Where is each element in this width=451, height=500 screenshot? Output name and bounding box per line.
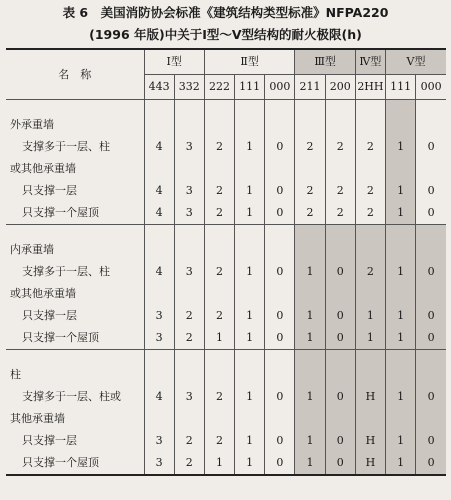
value-cell: 1 <box>235 452 265 475</box>
value-cell: 0 <box>416 327 446 350</box>
value-cell: 3 <box>144 430 174 452</box>
code-cell: 200 <box>325 75 355 100</box>
value-cell: 1 <box>235 327 265 350</box>
empty-cell <box>325 114 355 136</box>
empty-cell <box>265 114 295 136</box>
value-cell: 2 <box>355 261 385 283</box>
table-row <box>6 430 446 452</box>
value-cell: 0 <box>325 305 355 327</box>
value-cell: 0 <box>416 305 446 327</box>
value-cell: 1 <box>386 180 416 202</box>
code-cell: 000 <box>416 75 446 100</box>
value-cell: 1 <box>386 430 416 452</box>
row-label: 支撑多于一层、柱 <box>6 261 144 283</box>
value-cell: 4 <box>144 261 174 283</box>
value-cell: 0 <box>265 430 295 452</box>
value-cell: 1 <box>386 452 416 475</box>
spacer-cell <box>235 225 265 240</box>
empty-cell <box>265 283 295 305</box>
value-cell: 0 <box>325 261 355 283</box>
empty-cell <box>144 239 174 261</box>
value-cell: 2 <box>204 430 234 452</box>
value-cell: 0 <box>265 202 295 225</box>
empty-cell <box>325 158 355 180</box>
empty-cell <box>265 158 295 180</box>
code-cell: 222 <box>204 75 234 100</box>
spacer-cell <box>416 350 446 365</box>
value-cell: 1 <box>295 327 325 350</box>
value-cell: 0 <box>416 180 446 202</box>
code-cell: 332 <box>174 75 204 100</box>
empty-cell <box>355 408 385 430</box>
table-title-line1: 表 6 美国消防协会标准《建筑结构类型标准》NFPA220 <box>62 5 389 20</box>
spacer-cell <box>144 350 174 365</box>
empty-cell <box>325 408 355 430</box>
value-cell: 3 <box>174 202 204 225</box>
spacer-cell <box>325 350 355 365</box>
section-title-row <box>6 239 446 261</box>
spacer-cell <box>6 225 144 240</box>
empty-cell <box>386 114 416 136</box>
value-cell: 1 <box>295 430 325 452</box>
value-cell: 2 <box>204 136 234 158</box>
value-cell: 2 <box>325 180 355 202</box>
value-cell: 1 <box>355 327 385 350</box>
value-cell: H <box>355 386 385 408</box>
value-cell: 4 <box>144 180 174 202</box>
spacer-cell <box>174 225 204 240</box>
empty-cell <box>265 239 295 261</box>
spacer-cell <box>416 100 446 115</box>
value-cell: 1 <box>386 202 416 225</box>
spacer-cell <box>204 350 234 365</box>
value-cell: 0 <box>416 452 446 475</box>
empty-cell <box>174 239 204 261</box>
spacer-cell <box>265 350 295 365</box>
value-cell: 0 <box>325 430 355 452</box>
value-cell: 4 <box>144 136 174 158</box>
section-spacer <box>6 225 446 240</box>
empty-cell <box>235 408 265 430</box>
type-ii-header: Ⅱ型 <box>204 49 295 75</box>
spacer-cell <box>355 100 385 115</box>
row-label-continued: 或其他承重墙 <box>6 158 144 180</box>
table-row <box>6 180 446 202</box>
empty-cell <box>295 239 325 261</box>
empty-cell <box>355 283 385 305</box>
empty-cell <box>235 239 265 261</box>
row-label: 只支撑一个屋顶 <box>6 327 144 350</box>
value-cell: H <box>355 452 385 475</box>
section-title: 外承重墙 <box>6 114 144 136</box>
table-row-continuation <box>6 408 446 430</box>
section-spacer <box>6 350 446 365</box>
spacer-cell <box>325 225 355 240</box>
value-cell: 2 <box>295 180 325 202</box>
table-row <box>6 452 446 475</box>
empty-cell <box>174 114 204 136</box>
empty-cell <box>386 283 416 305</box>
empty-cell <box>355 114 385 136</box>
empty-cell <box>295 114 325 136</box>
value-cell: 1 <box>235 202 265 225</box>
value-cell: 3 <box>144 452 174 475</box>
row-label: 只支撑一层 <box>6 180 144 202</box>
spacer-cell <box>386 100 416 115</box>
code-cell: 111 <box>235 75 265 100</box>
section-title-row <box>6 364 446 386</box>
type-iv-header: Ⅳ型 <box>355 49 385 75</box>
code-cell: 111 <box>386 75 416 100</box>
value-cell: 2 <box>174 305 204 327</box>
empty-cell <box>235 158 265 180</box>
section-title: 内承重墙 <box>6 239 144 261</box>
section-title-row <box>6 114 446 136</box>
spacer-cell <box>204 100 234 115</box>
value-cell: 1 <box>386 136 416 158</box>
value-cell: 1 <box>295 386 325 408</box>
value-cell: 1 <box>386 327 416 350</box>
spacer-cell <box>265 225 295 240</box>
empty-cell <box>204 283 234 305</box>
empty-cell <box>265 364 295 386</box>
empty-cell <box>416 114 446 136</box>
spacer-cell <box>355 225 385 240</box>
value-cell: 1 <box>235 136 265 158</box>
value-cell: 3 <box>174 261 204 283</box>
empty-cell <box>174 408 204 430</box>
spacer-cell <box>295 350 325 365</box>
empty-cell <box>204 239 234 261</box>
row-label: 只支撑一层 <box>6 305 144 327</box>
empty-cell <box>265 408 295 430</box>
value-cell: 1 <box>235 430 265 452</box>
spacer-cell <box>235 100 265 115</box>
empty-cell <box>144 283 174 305</box>
empty-cell <box>416 239 446 261</box>
row-label-continued: 其他承重墙 <box>6 408 144 430</box>
value-cell: 0 <box>325 386 355 408</box>
value-cell: 0 <box>416 430 446 452</box>
table-row <box>6 327 446 350</box>
value-cell: 0 <box>325 327 355 350</box>
value-cell: 1 <box>295 305 325 327</box>
value-cell: 1 <box>235 180 265 202</box>
table-body <box>6 100 446 476</box>
table-row-continuation <box>6 283 446 305</box>
value-cell: 0 <box>416 261 446 283</box>
spacer-cell <box>235 350 265 365</box>
empty-cell <box>386 364 416 386</box>
spacer-cell <box>174 100 204 115</box>
value-cell: 1 <box>235 386 265 408</box>
value-cell: 0 <box>265 305 295 327</box>
table-row <box>6 202 446 225</box>
name-header: 名 称 <box>6 49 144 100</box>
value-cell: 2 <box>355 180 385 202</box>
row-label-continued: 或其他承重墙 <box>6 283 144 305</box>
value-cell: 2 <box>325 136 355 158</box>
empty-cell <box>416 158 446 180</box>
empty-cell <box>295 408 325 430</box>
type-i-header: Ⅰ型 <box>144 49 204 75</box>
value-cell: 2 <box>174 327 204 350</box>
spacer-cell <box>386 225 416 240</box>
empty-cell <box>174 283 204 305</box>
empty-cell <box>174 364 204 386</box>
value-cell: 2 <box>325 202 355 225</box>
spacer-cell <box>355 350 385 365</box>
row-label: 只支撑一层 <box>6 430 144 452</box>
empty-cell <box>295 158 325 180</box>
value-cell: 0 <box>265 327 295 350</box>
row-label: 支撑多于一层、柱 <box>6 136 144 158</box>
empty-cell <box>325 239 355 261</box>
value-cell: 2 <box>355 136 385 158</box>
spacer-cell <box>325 100 355 115</box>
value-cell: 1 <box>355 305 385 327</box>
value-cell: 1 <box>204 327 234 350</box>
value-cell: 2 <box>355 202 385 225</box>
empty-cell <box>355 364 385 386</box>
empty-cell <box>144 364 174 386</box>
table-title-line2: (1996 年版)中关于Ⅰ型～Ⅴ型结构的耐火极限(h) <box>89 27 362 42</box>
empty-cell <box>355 239 385 261</box>
value-cell: 4 <box>144 202 174 225</box>
value-cell: 0 <box>416 136 446 158</box>
spacer-cell <box>6 100 144 115</box>
empty-cell <box>204 114 234 136</box>
empty-cell <box>235 283 265 305</box>
table-row <box>6 305 446 327</box>
fire-resistance-table <box>6 48 446 476</box>
value-cell: 3 <box>174 180 204 202</box>
value-cell: 2 <box>295 202 325 225</box>
table-row <box>6 136 446 158</box>
empty-cell <box>386 239 416 261</box>
section-title: 柱 <box>6 364 144 386</box>
value-cell: 1 <box>295 452 325 475</box>
empty-cell <box>325 283 355 305</box>
value-cell: H <box>355 430 385 452</box>
empty-cell <box>144 408 174 430</box>
section-spacer <box>6 100 446 115</box>
empty-cell <box>416 364 446 386</box>
value-cell: 1 <box>386 261 416 283</box>
spacer-cell <box>416 225 446 240</box>
value-cell: 1 <box>386 386 416 408</box>
empty-cell <box>386 158 416 180</box>
value-cell: 2 <box>295 136 325 158</box>
value-cell: 3 <box>174 136 204 158</box>
value-cell: 0 <box>265 386 295 408</box>
spacer-cell <box>265 100 295 115</box>
spacer-cell <box>295 225 325 240</box>
empty-cell <box>144 158 174 180</box>
empty-cell <box>386 408 416 430</box>
code-cell: 2HH <box>355 75 385 100</box>
spacer-cell <box>144 100 174 115</box>
empty-cell <box>325 364 355 386</box>
row-label: 支撑多于一层、柱或 <box>6 386 144 408</box>
empty-cell <box>235 114 265 136</box>
value-cell: 2 <box>204 386 234 408</box>
empty-cell <box>204 364 234 386</box>
value-cell: 3 <box>174 386 204 408</box>
value-cell: 4 <box>144 386 174 408</box>
spacer-cell <box>204 225 234 240</box>
code-cell: 211 <box>295 75 325 100</box>
value-cell: 0 <box>325 452 355 475</box>
code-cell: 443 <box>144 75 174 100</box>
empty-cell <box>355 158 385 180</box>
spacer-cell <box>144 225 174 240</box>
value-cell: 1 <box>386 305 416 327</box>
spacer-cell <box>6 350 144 365</box>
value-cell: 2 <box>204 261 234 283</box>
empty-cell <box>416 283 446 305</box>
row-label: 只支撑一个屋顶 <box>6 452 144 475</box>
table-row <box>6 261 446 283</box>
value-cell: 1 <box>204 452 234 475</box>
value-cell: 0 <box>416 202 446 225</box>
value-cell: 0 <box>265 452 295 475</box>
value-cell: 0 <box>265 136 295 158</box>
value-cell: 2 <box>174 452 204 475</box>
table-row-continuation <box>6 158 446 180</box>
empty-cell <box>204 408 234 430</box>
code-cell: 000 <box>265 75 295 100</box>
value-cell: 0 <box>265 180 295 202</box>
value-cell: 3 <box>144 305 174 327</box>
value-cell: 2 <box>204 202 234 225</box>
value-cell: 0 <box>265 261 295 283</box>
empty-cell <box>144 114 174 136</box>
empty-cell <box>416 408 446 430</box>
value-cell: 2 <box>204 305 234 327</box>
value-cell: 3 <box>144 327 174 350</box>
type-v-header: Ⅴ型 <box>386 49 447 75</box>
table-row <box>6 386 446 408</box>
value-cell: 2 <box>174 430 204 452</box>
empty-cell <box>174 158 204 180</box>
empty-cell <box>295 283 325 305</box>
row-label: 只支撑一个屋顶 <box>6 202 144 225</box>
value-cell: 1 <box>235 305 265 327</box>
empty-cell <box>204 158 234 180</box>
spacer-cell <box>174 350 204 365</box>
value-cell: 2 <box>204 180 234 202</box>
empty-cell <box>295 364 325 386</box>
value-cell: 0 <box>416 386 446 408</box>
spacer-cell <box>295 100 325 115</box>
spacer-cell <box>386 350 416 365</box>
empty-cell <box>235 364 265 386</box>
value-cell: 1 <box>295 261 325 283</box>
type-iii-header: Ⅲ型 <box>295 49 355 75</box>
value-cell: 1 <box>235 261 265 283</box>
